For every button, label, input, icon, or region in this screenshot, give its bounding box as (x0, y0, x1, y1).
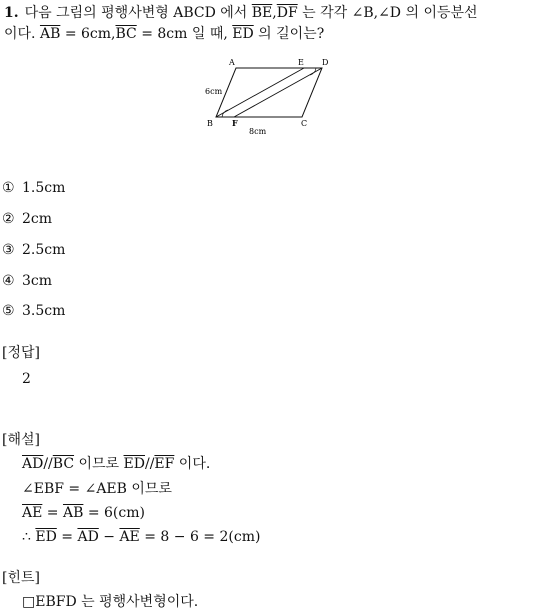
choice-3-text: 2.5cm (22, 242, 66, 258)
exp-eq: = (42, 505, 63, 521)
question-line-2 (4, 24, 324, 44)
choice-1-text: 1.5cm (22, 180, 66, 196)
line-be (216, 68, 304, 117)
segment-ab: $\overline{AB}$ (39, 26, 61, 42)
segment-ed: $\overline{ED}$ (232, 26, 254, 42)
choice-3-mark: ③ (2, 242, 15, 258)
label-a: A (229, 58, 235, 67)
bc-value: = 8cm 일 때, (141, 26, 228, 42)
explanation-line-3 (22, 503, 145, 523)
label-d: D (322, 58, 329, 67)
question-line-1 (4, 3, 478, 23)
hint-text: □EBFD 는 평행사변형이다. (22, 594, 199, 610)
exp-minus: − (98, 529, 120, 545)
parallel-sign-1: // (43, 456, 53, 472)
question-text-1-tail: 는 각각 ∠B,∠D 의 이등분선 (302, 5, 478, 21)
exp-eq-2: = (56, 529, 78, 545)
choice-2[interactable] (2, 209, 52, 229)
exp-seg-ad: $\overline{AD}$ (22, 456, 44, 472)
choice-4-text: 3cm (22, 273, 53, 289)
choice-5-mark: ⑤ (2, 303, 15, 319)
question-text-2-tail: 의 길이는? (258, 26, 325, 42)
exp-seg-bc: $\overline{BC}$ (52, 456, 75, 472)
choice-5[interactable] (2, 301, 65, 321)
label-c: C (301, 119, 308, 128)
exp-seg-ef: $\overline{EF}$ (154, 456, 175, 472)
question-number: 1. (4, 5, 19, 21)
ab-value: = 6cm, (64, 26, 116, 42)
length-bc: 8cm (249, 127, 267, 136)
exp-l4-tail: = 8 − 6 = 2(cm) (139, 529, 261, 545)
label-e: E (298, 58, 304, 67)
exp-seg-ad-2: $\overline{AD}$ (77, 529, 99, 545)
length-ab: 6cm (205, 87, 223, 96)
answer-value: 2 (22, 371, 31, 387)
explanation-line-1 (22, 454, 210, 474)
exp-seg-ed: $\overline{ED}$ (123, 456, 145, 472)
exp-seg-ab: $\overline{AB}$ (62, 505, 84, 521)
exp-seg-ae: $\overline{AE}$ (22, 505, 43, 521)
label-f: F (232, 118, 238, 128)
explanation-line-4 (22, 527, 260, 547)
question-text-2-head: 이다. (4, 26, 36, 42)
therefore-sign: ∴ (22, 529, 36, 545)
choice-4[interactable] (2, 271, 52, 291)
line-df (234, 68, 322, 117)
exp-text-1: 이므로 (74, 456, 124, 472)
label-b: B (207, 119, 213, 128)
question-text-1: 다음 그림의 평행사변형 ABCD 에서 (24, 5, 248, 21)
choice-5-text: 3.5cm (22, 303, 66, 319)
explanation-line-2: ∠EBF = ∠AEB 이므로 (22, 481, 172, 497)
segment-df: $\overline{DF}$ (276, 5, 298, 21)
answer-header: [정답] (2, 345, 40, 361)
segment-be: $\overline{BE}$ (251, 5, 273, 21)
explanation-header: [해설] (2, 432, 40, 448)
exp-seg-ae-2: $\overline{AE}$ (119, 529, 140, 545)
parallelogram-figure (198, 56, 338, 138)
choice-1-mark: ① (2, 180, 15, 196)
choice-2-text: 2cm (22, 211, 53, 227)
comma: , (272, 5, 277, 21)
exp-text-2: 이다. (174, 456, 211, 472)
segment-bc: $\overline{BC}$ (115, 26, 137, 42)
choice-1[interactable] (2, 178, 65, 198)
parallelogram-outline (216, 68, 322, 117)
choice-4-mark: ④ (2, 273, 15, 289)
choice-3[interactable] (2, 240, 65, 260)
choice-2-mark: ② (2, 211, 15, 227)
exp-seg-ed-2: $\overline{ED}$ (35, 529, 57, 545)
hint-header: [힌트] (2, 570, 40, 586)
exp-l3-tail: = 6(cm) (83, 505, 145, 521)
parallel-sign-2: // (144, 456, 155, 472)
